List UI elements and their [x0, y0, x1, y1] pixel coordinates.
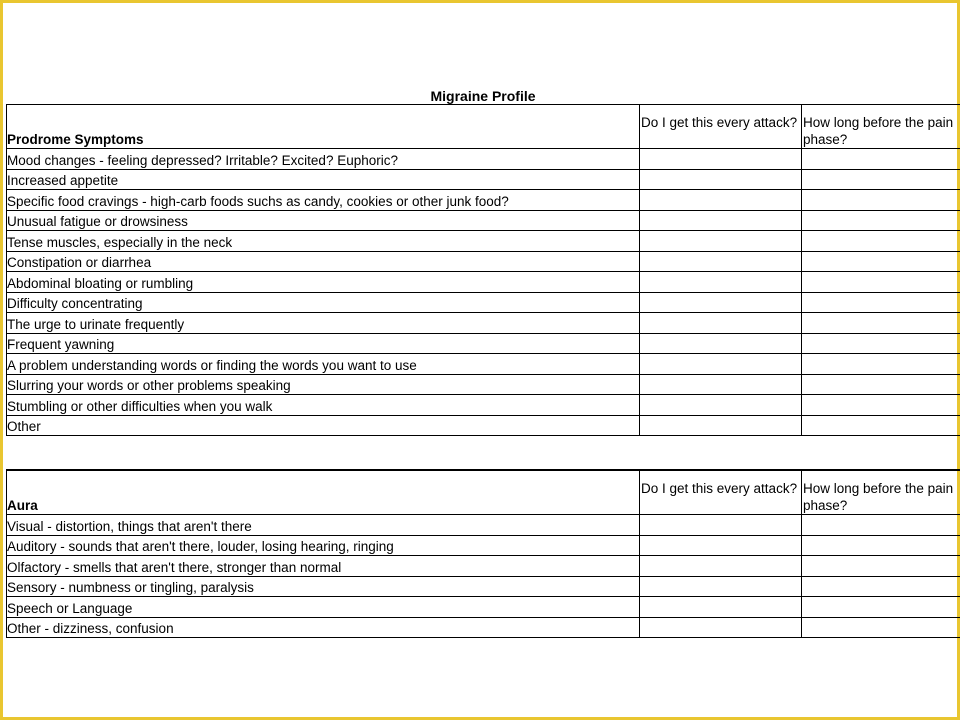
table-row [7, 374, 960, 395]
table-row [7, 576, 960, 597]
time-before-pain-cell[interactable] [802, 149, 960, 170]
prodrome-header-row [7, 105, 960, 149]
table-row [7, 251, 960, 272]
prodrome-heading: Prodrome Symptoms [7, 105, 640, 149]
symptom-label: Sensory - numbness or tingling, paralysis [7, 576, 640, 597]
table-row [7, 515, 960, 536]
time-before-pain-cell[interactable] [802, 576, 960, 597]
time-before-pain-cell[interactable] [802, 374, 960, 395]
symptom-label: Mood changes - feeling depressed? Irritable? Excited? Euphoric? [7, 149, 640, 170]
table-row [7, 597, 960, 618]
table-row [7, 292, 960, 313]
every-attack-cell[interactable] [640, 597, 802, 618]
table-row [7, 190, 960, 211]
every-attack-cell[interactable] [640, 333, 802, 354]
time-before-pain-cell[interactable] [802, 617, 960, 638]
every-attack-cell[interactable] [640, 395, 802, 416]
time-before-pain-header: How long before the pain phase? [802, 105, 960, 149]
time-before-pain-cell[interactable] [802, 169, 960, 190]
time-before-pain-cell[interactable] [802, 292, 960, 313]
every-attack-cell[interactable] [640, 313, 802, 334]
every-attack-header: Do I get this every attack? [640, 471, 802, 515]
every-attack-cell[interactable] [640, 415, 802, 436]
time-before-pain-cell[interactable] [802, 210, 960, 231]
every-attack-cell[interactable] [640, 374, 802, 395]
time-before-pain-cell[interactable] [802, 272, 960, 293]
symptom-label: Specific food cravings - high-carb foods suchs as candy, cookies or other junk food? [7, 190, 640, 211]
symptom-label: Other [7, 415, 640, 436]
table-row [7, 272, 960, 293]
every-attack-cell[interactable] [640, 169, 802, 190]
every-attack-cell[interactable] [640, 556, 802, 577]
time-before-pain-cell[interactable] [802, 415, 960, 436]
symptom-label: Abdominal bloating or rumbling [7, 272, 640, 293]
time-before-pain-cell[interactable] [802, 556, 960, 577]
time-before-pain-cell[interactable] [802, 354, 960, 375]
symptom-label: Difficulty concentrating [7, 292, 640, 313]
time-before-pain-cell[interactable] [802, 597, 960, 618]
symptom-label: A problem understanding words or finding the words you want to use [7, 354, 640, 375]
prodrome-table [6, 104, 960, 436]
aura-header-row [7, 471, 960, 515]
every-attack-cell[interactable] [640, 576, 802, 597]
symptom-label: Visual - distortion, things that aren't there [7, 515, 640, 536]
symptom-label: Auditory - sounds that aren't there, louder, losing hearing, ringing [7, 535, 640, 556]
page-title: Migraine Profile [430, 88, 536, 104]
every-attack-cell[interactable] [640, 354, 802, 375]
time-before-pain-cell[interactable] [802, 395, 960, 416]
table-row [7, 556, 960, 577]
aura-heading: Aura [7, 471, 640, 515]
table-row [7, 395, 960, 416]
symptom-label: Unusual fatigue or drowsiness [7, 210, 640, 231]
time-before-pain-cell[interactable] [802, 231, 960, 252]
symptom-label: Stumbling or other difficulties when you walk [7, 395, 640, 416]
symptom-label: Slurring your words or other problems speaking [7, 374, 640, 395]
symptom-label: Other - dizziness, confusion [7, 617, 640, 638]
table-row [7, 354, 960, 375]
time-before-pain-cell[interactable] [802, 535, 960, 556]
symptom-label: Olfactory - smells that aren't there, stronger than normal [7, 556, 640, 577]
every-attack-cell[interactable] [640, 251, 802, 272]
symptom-label: Increased appetite [7, 169, 640, 190]
every-attack-cell[interactable] [640, 272, 802, 293]
every-attack-cell[interactable] [640, 617, 802, 638]
every-attack-cell[interactable] [640, 515, 802, 536]
table-row [7, 149, 960, 170]
table-row [7, 210, 960, 231]
every-attack-cell[interactable] [640, 292, 802, 313]
table-row [7, 231, 960, 252]
time-before-pain-header: How long before the pain phase? [802, 471, 960, 515]
table-row [7, 169, 960, 190]
table-row [7, 333, 960, 354]
symptom-label: Frequent yawning [7, 333, 640, 354]
table-row [7, 313, 960, 334]
symptom-label: Constipation or diarrhea [7, 251, 640, 272]
aura-table [6, 470, 960, 638]
symptom-label: Tense muscles, especially in the neck [7, 231, 640, 252]
every-attack-cell[interactable] [640, 190, 802, 211]
table-row [7, 535, 960, 556]
every-attack-cell[interactable] [640, 149, 802, 170]
time-before-pain-cell[interactable] [802, 515, 960, 536]
spacer-row [6, 449, 960, 470]
every-attack-cell[interactable] [640, 535, 802, 556]
symptom-label: Speech or Language [7, 597, 640, 618]
time-before-pain-cell[interactable] [802, 333, 960, 354]
every-attack-header: Do I get this every attack? [640, 105, 802, 149]
time-before-pain-cell[interactable] [802, 190, 960, 211]
table-row [7, 415, 960, 436]
every-attack-cell[interactable] [640, 210, 802, 231]
table-row [7, 617, 960, 638]
time-before-pain-cell[interactable] [802, 251, 960, 272]
every-attack-cell[interactable] [640, 231, 802, 252]
symptom-label: The urge to urinate frequently [7, 313, 640, 334]
time-before-pain-cell[interactable] [802, 313, 960, 334]
